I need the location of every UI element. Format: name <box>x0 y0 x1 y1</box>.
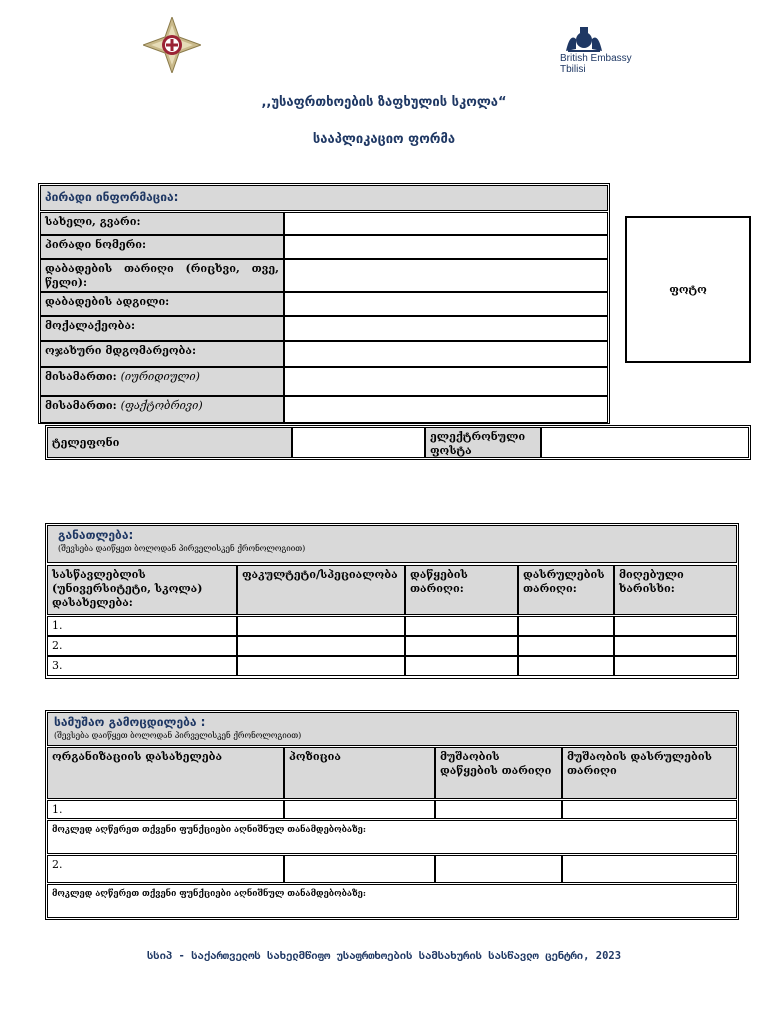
personal-row-input[interactable] <box>284 292 608 316</box>
row-number: 2. <box>52 639 63 652</box>
work-row-input[interactable] <box>562 855 737 883</box>
school-title: ,,უსაფრთხოების ზაფხულის სკოლა“ <box>261 95 507 110</box>
duties-prompt: მოკლედ აღწერეთ თქვენი ფუნქციები აღნიშნულ თანამდებობაზე: <box>52 825 366 835</box>
row-number: 3. <box>52 659 63 672</box>
column-label: მუშაობის დაწყების თარიღი <box>440 750 552 777</box>
email-label: ელექტრონული ფოსტა <box>430 430 526 457</box>
personal-row-input[interactable] <box>284 341 608 367</box>
education-row-input[interactable] <box>614 656 737 676</box>
field-label: პირადი ნომერი: <box>45 238 147 251</box>
personal-row-label <box>40 235 284 259</box>
work-column-header <box>47 747 284 799</box>
education-note: (შევსება დაიწყეთ ბოლოდან პირველისკენ ქრონოლოგიით) <box>58 544 306 553</box>
email-label-cell <box>425 427 541 458</box>
field-label: დაბადების თარიღი (რიცხვი, თვე, წელი): <box>45 262 279 289</box>
field-label: მისამართი: <box>45 370 117 383</box>
email-field[interactable] <box>541 427 749 458</box>
education-row-input[interactable] <box>405 636 518 656</box>
field-label: მისამართი: <box>45 399 117 412</box>
education-row-input[interactable] <box>518 636 614 656</box>
personal-row-input[interactable] <box>284 367 608 396</box>
column-label: დასრულების თარიღი: <box>523 568 605 595</box>
column-label: დაწყების თარიღი: <box>410 568 468 595</box>
column-label: მუშაობის დასრულების თარიღი <box>567 750 712 777</box>
photo-label: ფოტო <box>669 283 707 296</box>
field-label: ოჯახური მდგომარეობა: <box>45 344 197 357</box>
education-column-header <box>237 565 405 615</box>
personal-row-input[interactable] <box>284 235 608 259</box>
work-row-input[interactable] <box>435 800 562 819</box>
education-row-input[interactable] <box>237 656 405 676</box>
row-number: 1. <box>52 619 63 632</box>
work-row-input[interactable] <box>284 800 435 819</box>
personal-row-label <box>40 292 284 316</box>
education-row-input[interactable] <box>614 636 737 656</box>
work-row-input[interactable] <box>284 855 435 883</box>
work-note: (შევსება დაიწყეთ ბოლოდან პირველისკენ ქრონოლოგიით) <box>54 731 302 740</box>
education-row-input[interactable] <box>405 656 518 676</box>
education-row-input[interactable] <box>237 636 405 656</box>
column-label: მიღებული ხარისხი: <box>619 568 684 595</box>
phone-field[interactable] <box>292 427 425 458</box>
column-label: სასწავლებლის (უნივერსიტეტი, სკოლა) დასახელება: <box>52 568 203 609</box>
phone-label-cell <box>47 427 292 458</box>
work-column-header <box>435 747 562 799</box>
education-row-input[interactable] <box>405 616 518 636</box>
work-column-header <box>562 747 737 799</box>
work-duties-field[interactable] <box>47 820 737 854</box>
work-row-input[interactable] <box>435 855 562 883</box>
personal-row-input[interactable] <box>284 316 608 341</box>
column-label: პოზიცია <box>289 750 341 763</box>
royal-crest-icon <box>562 25 606 53</box>
work-row-number[interactable] <box>47 855 284 883</box>
education-row-number[interactable] <box>47 636 237 656</box>
personal-row-input[interactable] <box>284 396 608 423</box>
personal-row-label <box>40 396 284 423</box>
work-column-header <box>284 747 435 799</box>
education-header <box>47 525 737 563</box>
british-embassy-logo <box>560 25 650 75</box>
education-title: განათლება: <box>58 528 134 542</box>
embassy-city: Tbilisi <box>560 64 586 75</box>
education-column-header <box>47 565 237 615</box>
agency-emblem <box>143 17 201 73</box>
personal-info-header <box>40 185 608 211</box>
column-label: ორგანიზაციის დასახელება <box>52 750 223 763</box>
personal-info-title: პირადი ინფორმაცია: <box>45 190 179 204</box>
field-label: სახელი, გვარი: <box>45 215 141 228</box>
footer-text: სსიპ - საქართველოს სახელმწიფო უსაფრთხოების სამსახურის სასწავლო ცენტრი, 2023 <box>146 950 622 962</box>
row-number: 1. <box>52 803 63 816</box>
education-row-number[interactable] <box>47 656 237 676</box>
education-row-input[interactable] <box>518 656 614 676</box>
education-row-input[interactable] <box>518 616 614 636</box>
education-column-header <box>614 565 737 615</box>
phone-label: ტელეფონი <box>52 436 120 449</box>
photo-box[interactable] <box>625 216 751 363</box>
field-label: მოქალაქეობა: <box>45 319 136 332</box>
field-note: (იურიდიული) <box>120 370 200 383</box>
column-label: ფაკულტეტი/სპეციალობა <box>242 568 398 581</box>
personal-row-label <box>40 212 284 235</box>
personal-row-label <box>40 367 284 396</box>
work-row-number[interactable] <box>47 800 284 819</box>
personal-row-label <box>40 316 284 341</box>
education-row-input[interactable] <box>614 616 737 636</box>
row-number: 2. <box>52 858 63 871</box>
education-row-number[interactable] <box>47 616 237 636</box>
education-row-input[interactable] <box>237 616 405 636</box>
duties-prompt: მოკლედ აღწერეთ თქვენი ფუნქციები აღნიშნულ თანამდებობაზე: <box>52 889 366 899</box>
form-title: სააპლიკაციო ფორმა <box>312 132 456 147</box>
education-column-header <box>518 565 614 615</box>
personal-row-input[interactable] <box>284 212 608 235</box>
work-row-input[interactable] <box>562 800 737 819</box>
field-note: (ფაქტობრივი) <box>120 399 203 412</box>
field-label: დაბადების ადგილი: <box>45 295 170 308</box>
personal-row-label <box>40 259 284 292</box>
education-column-header <box>405 565 518 615</box>
personal-row-input[interactable] <box>284 259 608 292</box>
embassy-name: British Embassy <box>560 53 632 64</box>
work-duties-field[interactable] <box>47 884 737 918</box>
work-header <box>47 712 737 746</box>
work-title: სამუშაო გამოცდილება : <box>54 715 206 729</box>
personal-row-label <box>40 341 284 367</box>
